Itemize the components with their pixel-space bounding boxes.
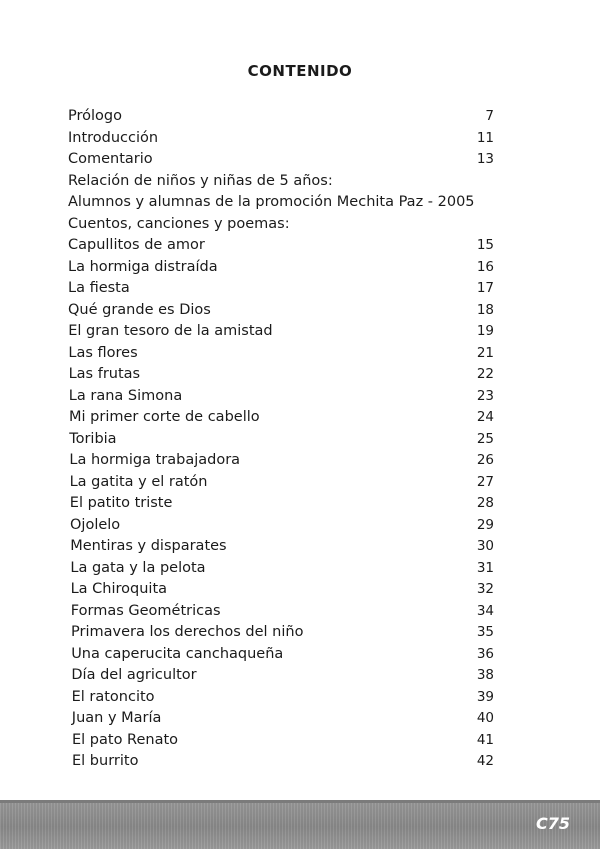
toc-entry xyxy=(68,407,508,429)
toc-entry xyxy=(68,214,508,236)
toc-entry-page-number: 38 xyxy=(476,667,494,683)
toc-entry xyxy=(68,579,508,601)
toc-entry-page-number: 39 xyxy=(476,688,494,705)
toc-entry-label: Una caperucita canchaqueña xyxy=(71,645,284,662)
toc-entry-label: La hormiga trabajadora xyxy=(69,452,241,468)
page-title: CONTENIDO xyxy=(247,62,353,80)
toc-entry xyxy=(68,493,508,515)
toc-entry-page-number: 29 xyxy=(476,516,494,533)
toc-entry-label: Día del agricultor xyxy=(71,667,197,683)
toc-entry-label: La rana Simona xyxy=(68,387,183,404)
toc-entry-page-number: 25 xyxy=(476,430,494,447)
toc-entry-label: Alumnos y alumnas de la promoción Mechita Paz - 2005 xyxy=(68,194,475,210)
toc-entry xyxy=(68,149,508,171)
toc-entry-label: Prólogo xyxy=(68,108,122,124)
toc-entry-page-number: 41 xyxy=(476,731,494,748)
toc-entry xyxy=(68,235,508,257)
toc-entry xyxy=(68,687,508,709)
toc-entry xyxy=(68,106,508,128)
toc-entry xyxy=(68,472,508,494)
toc-entry-label: Mentiras y disparates xyxy=(70,538,227,554)
toc-entry-label: Toribia xyxy=(69,430,117,447)
toc-entry xyxy=(68,536,508,558)
toc-entry xyxy=(68,429,508,451)
toc-entry-label: El burrito xyxy=(72,753,139,769)
toc-entry xyxy=(68,343,508,365)
toc-entry-page-number: 21 xyxy=(476,344,494,361)
toc-entry-label: La gatita y el ratón xyxy=(69,473,208,490)
toc-entry-page-number: 23 xyxy=(476,387,494,404)
toc-entry-page-number: 28 xyxy=(476,495,494,511)
toc-entry-page-number: 7 xyxy=(485,108,494,124)
toc-entry-label: Qué grande es Dios xyxy=(68,301,211,318)
footer-band xyxy=(0,800,600,849)
toc-entry-page-number: 27 xyxy=(476,473,494,490)
toc-entry-page-number: 34 xyxy=(476,602,494,619)
toc-entry xyxy=(68,128,508,150)
toc-entry-label: Cuentos, canciones y poemas: xyxy=(68,215,290,232)
toc-entry xyxy=(68,622,508,644)
toc-entry xyxy=(68,278,508,300)
toc-entry-page-number: 32 xyxy=(476,581,494,597)
toc-entry-label: La hormiga distraída xyxy=(68,258,218,275)
toc-entry xyxy=(68,386,508,408)
toc-entry-page-number: 31 xyxy=(476,559,494,576)
toc-entry-page-number: 19 xyxy=(476,323,494,339)
toc-entry-label: El patito triste xyxy=(69,495,173,511)
toc-entry-page-number: 26 xyxy=(476,452,494,468)
toc-entry-label: El ratoncito xyxy=(71,688,155,705)
toc-entry-page-number: 17 xyxy=(476,280,494,296)
toc-entry-page-number: 13 xyxy=(476,151,494,167)
toc-entry-page-number: 42 xyxy=(476,753,494,769)
toc-entry-label: Las frutas xyxy=(68,366,141,382)
toc-entry-label: El gran tesoro de la amistad xyxy=(68,323,273,339)
toc-entry-label: Capullitos de amor xyxy=(68,237,205,253)
toc-entry-label: Mi primer corte de cabello xyxy=(69,409,260,425)
toc-entry xyxy=(68,364,508,386)
toc-entry-page-number: 22 xyxy=(476,366,494,382)
toc-entry xyxy=(68,515,508,537)
toc-entry-page-number: 18 xyxy=(476,301,494,318)
toc-entry-label: La gata y la pelota xyxy=(70,559,206,576)
toc-entry xyxy=(68,708,508,730)
toc-entry xyxy=(68,300,508,322)
toc-entry-page-number: 40 xyxy=(476,710,494,726)
toc-entry-page-number: 35 xyxy=(476,624,494,640)
toc-entry xyxy=(68,192,508,214)
toc-entry-label: La fiesta xyxy=(68,280,130,296)
toc-entry xyxy=(68,751,508,773)
toc-entry xyxy=(68,644,508,666)
toc-entry-label: Primavera los derechos del niño xyxy=(71,624,304,640)
toc-entry-page-number: 30 xyxy=(476,538,494,554)
toc-entry xyxy=(68,601,508,623)
toc-entry-label: Comentario xyxy=(68,151,153,167)
toc-entry xyxy=(68,730,508,752)
table-of-contents xyxy=(68,106,508,773)
toc-entry xyxy=(68,171,508,193)
toc-entry xyxy=(68,558,508,580)
toc-entry xyxy=(68,321,508,343)
toc-entry-label: Juan y María xyxy=(71,710,162,726)
toc-entry-page-number: 16 xyxy=(476,258,494,275)
toc-entry xyxy=(68,665,508,687)
toc-entry-label: Ojolelo xyxy=(70,516,121,533)
toc-entry-page-number: 36 xyxy=(476,645,494,662)
page-number-mark: C75 xyxy=(535,814,570,833)
toc-entry-label: Relación de niños y niñas de 5 años: xyxy=(68,172,333,189)
toc-entry-page-number: 24 xyxy=(476,409,494,425)
toc-entry-label: La Chiroquita xyxy=(70,581,168,597)
toc-entry-label: Formas Geométricas xyxy=(70,602,221,619)
toc-entry-page-number: 11 xyxy=(476,129,494,146)
toc-entry xyxy=(68,450,508,472)
toc-entry-label: El pato Renato xyxy=(72,731,179,748)
toc-entry-page-number: 15 xyxy=(476,237,494,253)
toc-entry-label: Introducción xyxy=(68,129,159,146)
toc-entry-label: Las flores xyxy=(68,344,138,361)
toc-entry xyxy=(68,257,508,279)
